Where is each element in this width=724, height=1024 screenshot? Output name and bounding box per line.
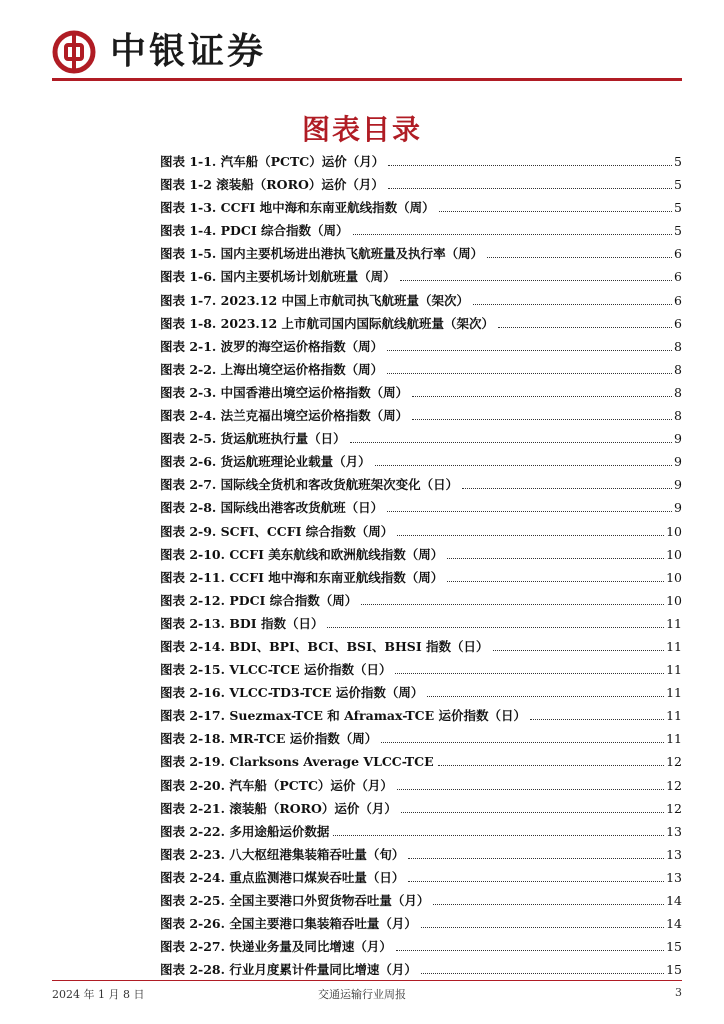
toc-entry-label: 图表 2-12. PDCI 综合指数（周） <box>160 592 358 608</box>
toc-entry[interactable] <box>160 383 682 406</box>
toc-entry[interactable] <box>160 244 682 267</box>
toc-entry[interactable] <box>160 660 682 683</box>
toc-entry[interactable] <box>160 291 682 314</box>
toc-entry[interactable] <box>160 267 682 290</box>
toc-leader-dots <box>361 604 664 605</box>
toc-leader-dots <box>498 327 672 328</box>
toc-entry-page: 10 <box>666 523 682 539</box>
toc-entry-page: 8 <box>674 408 682 424</box>
table-of-figures <box>160 152 682 983</box>
toc-entry-label: 图表 1-3. CCFI 地中海和东南亚航线指数（周） <box>160 200 435 216</box>
page-title: 图表目录 <box>301 113 422 146</box>
toc-entry-label: 图表 2-4. 法兰克福出境空运价格指数（周） <box>160 408 409 424</box>
toc-entry-label: 图表 2-8. 国际线出港客改货航班（日） <box>160 500 384 516</box>
toc-entry-label: 图表 2-25. 全国主要港口外贸货物吞吐量（月） <box>160 893 430 908</box>
toc-entry-label: 图表 2-7. 国际线全货机和客改货航班架次变化（日） <box>160 477 459 493</box>
toc-entry[interactable] <box>160 683 682 706</box>
toc-entry-page: 12 <box>666 754 682 770</box>
toc-leader-dots <box>375 465 672 466</box>
toc-entry[interactable] <box>160 591 682 614</box>
toc-leader-dots <box>408 858 664 859</box>
toc-entry-label: 图表 2-13. BDI 指数（日） <box>160 615 324 631</box>
toc-entry-label: 图表 2-10. CCFI 美东航线和欧洲航线指数（周） <box>160 546 444 562</box>
toc-entry-page: 12 <box>666 800 682 816</box>
toc-entry-label: 图表 2-27. 快递业务量及同比增速（月） <box>160 939 392 955</box>
toc-entry-page: 10 <box>666 592 682 608</box>
header-divider <box>52 78 682 81</box>
toc-entry-label: 图表 2-14. BDI、BPI、BCI、BSI、BHSI 指数（日） <box>160 638 489 654</box>
toc-leader-dots <box>397 535 664 536</box>
toc-entry[interactable] <box>160 614 682 637</box>
toc-entry-page: 6 <box>674 269 682 285</box>
toc-entry-page: 14 <box>666 916 682 932</box>
toc-entry-page: 11 <box>666 615 682 631</box>
toc-leader-dots <box>412 396 672 397</box>
toc-entry[interactable] <box>160 752 682 775</box>
toc-leader-dots <box>387 511 672 512</box>
toc-leader-dots <box>333 835 664 836</box>
toc-entry-label: 图表 2-2. 上海出境空运价格指数（周） <box>160 361 384 377</box>
toc-leader-dots <box>387 350 672 351</box>
toc-entry-page: 6 <box>674 246 682 262</box>
toc-leader-dots <box>381 742 664 743</box>
toc-entry-page: 15 <box>666 939 682 955</box>
toc-entry-page: 15 <box>666 962 682 978</box>
toc-leader-dots <box>400 280 672 281</box>
toc-entry[interactable] <box>160 914 682 937</box>
toc-leader-dots <box>327 627 664 628</box>
toc-entry-page: 8 <box>674 361 682 377</box>
page-header <box>52 26 682 78</box>
footer-date: 2024 年 1 月 8 日 <box>52 988 145 1001</box>
toc-entry-page: 6 <box>674 315 682 331</box>
toc-entry-label: 图表 1-6. 国内主要机场计划航班量（周） <box>160 269 396 285</box>
toc-leader-dots <box>447 581 664 582</box>
toc-entry[interactable] <box>160 891 682 914</box>
toc-entry[interactable] <box>160 776 682 799</box>
toc-leader-dots <box>473 304 672 305</box>
toc-leader-dots <box>421 927 664 928</box>
footer-page-number: 3 <box>675 986 682 999</box>
toc-entry[interactable] <box>160 429 682 452</box>
toc-entry-page: 5 <box>674 223 682 239</box>
toc-leader-dots <box>447 558 664 559</box>
toc-entry[interactable] <box>160 314 682 337</box>
toc-entry-label: 图表 2-16. VLCC-TD3-TCE 运价指数（周） <box>160 685 424 701</box>
toc-entry[interactable] <box>160 799 682 822</box>
bank-of-china-logo-icon <box>52 30 96 74</box>
toc-entry-page: 10 <box>666 569 682 585</box>
toc-entry-label: 图表 2-1. 波罗的海空运价格指数（周） <box>160 338 384 354</box>
toc-leader-dots <box>350 442 672 443</box>
toc-leader-dots <box>462 488 672 489</box>
toc-entry-label: 图表 2-18. MR-TCE 运价指数（周） <box>160 731 378 747</box>
toc-entry-page: 11 <box>666 662 682 678</box>
toc-entry-label: 图表 2-19. Clarksons Average VLCC-TCE <box>160 754 434 770</box>
toc-leader-dots <box>388 188 672 189</box>
toc-leader-dots <box>353 234 673 235</box>
toc-leader-dots <box>388 165 672 166</box>
toc-entry-page: 13 <box>666 869 682 885</box>
toc-entry-page: 8 <box>674 384 682 400</box>
toc-entry-page: 10 <box>666 546 682 562</box>
toc-leader-dots <box>493 650 665 651</box>
toc-entry-page: 8 <box>674 338 682 354</box>
toc-entry-page: 9 <box>674 477 682 493</box>
toc-entry-page: 14 <box>666 893 682 908</box>
toc-entry[interactable] <box>160 822 682 845</box>
toc-entry-label: 图表 2-28. 行业月度累计件量同比增速（月） <box>160 962 417 978</box>
toc-entry-label: 图表 2-5. 货运航班执行量（日） <box>160 431 346 447</box>
toc-entry[interactable] <box>160 845 682 868</box>
toc-leader-dots <box>401 812 664 813</box>
brand-name: 中银证券 <box>110 31 267 72</box>
toc-leader-dots <box>396 950 664 951</box>
toc-entry-label: 图表 1-1. 汽车船（PCTC）运价（月） <box>160 154 385 169</box>
toc-leader-dots <box>487 257 672 258</box>
toc-entry-page: 11 <box>666 685 682 701</box>
toc-entry-page: 5 <box>674 177 682 193</box>
toc-leader-dots <box>408 881 664 882</box>
toc-leader-dots <box>433 904 664 905</box>
toc-entry-label: 图表 2-20. 汽车船（PCTC）运价（月） <box>160 777 393 793</box>
toc-entry-label: 图表 2-26. 全国主要港口集装箱吞吐量（月） <box>160 916 417 932</box>
toc-leader-dots <box>387 373 672 374</box>
toc-entry[interactable] <box>160 221 682 244</box>
toc-entry-page: 6 <box>674 292 682 308</box>
toc-entry-label: 图表 2-23. 八大枢纽港集装箱吞吐量（旬） <box>160 846 405 862</box>
toc-leader-dots <box>397 789 664 790</box>
toc-entry[interactable] <box>160 522 682 545</box>
toc-entry[interactable] <box>160 475 682 498</box>
toc-entry-label: 图表 1-2 滚装船（RORO）运价（月） <box>160 177 384 193</box>
toc-entry[interactable] <box>160 937 682 960</box>
toc-entry-label: 图表 1-4. PDCI 综合指数（周） <box>160 223 349 239</box>
toc-entry-page: 13 <box>666 823 682 839</box>
toc-entry-label: 图表 2-3. 中国香港出境空运价格指数（周） <box>160 384 409 400</box>
toc-entry[interactable] <box>160 498 682 521</box>
toc-entry[interactable] <box>160 152 682 175</box>
toc-entry-page: 5 <box>674 154 682 169</box>
toc-entry-label: 图表 2-9. SCFI、CCFI 综合指数（周） <box>160 523 394 539</box>
toc-entry-label: 图表 1-8. 2023.12 上市航司国内国际航线航班量（架次） <box>160 315 495 331</box>
toc-entry-label: 图表 2-15. VLCC-TCE 运价指数（日） <box>160 662 392 678</box>
toc-entry-page: 11 <box>666 708 682 724</box>
toc-leader-dots <box>427 696 664 697</box>
toc-entry[interactable] <box>160 337 682 360</box>
toc-entry[interactable] <box>160 729 682 752</box>
toc-entry-page: 9 <box>674 500 682 516</box>
toc-entry[interactable] <box>160 360 682 383</box>
toc-entry-label: 图表 2-11. CCFI 地中海和东南亚航线指数（周） <box>160 569 444 585</box>
toc-leader-dots <box>421 973 664 974</box>
footer-report-name: 交通运输行业周报 <box>318 988 406 1001</box>
toc-leader-dots <box>438 765 664 766</box>
toc-entry[interactable] <box>160 868 682 891</box>
toc-entry[interactable] <box>160 568 682 591</box>
toc-entry-page: 13 <box>666 846 682 862</box>
toc-entry-label: 图表 1-5. 国内主要机场进出港执飞航班量及执行率（周） <box>160 246 484 262</box>
toc-leader-dots <box>439 211 672 212</box>
toc-entry[interactable] <box>160 452 682 475</box>
footer-divider <box>52 980 682 981</box>
toc-entry[interactable] <box>160 706 682 729</box>
toc-entry[interactable] <box>160 175 682 198</box>
toc-entry-label: 图表 2-24. 重点监测港口煤炭吞吐量（日） <box>160 869 405 885</box>
toc-entry-page: 5 <box>674 200 682 216</box>
toc-entry-page: 9 <box>674 431 682 447</box>
toc-entry[interactable] <box>160 198 682 221</box>
toc-entry-label: 图表 1-7. 2023.12 中国上市航司执飞航班量（架次） <box>160 292 470 308</box>
toc-entry-page: 11 <box>666 638 682 654</box>
toc-entry-label: 图表 2-17. Suezmax-TCE 和 Aframax-TCE 运价指数（日） <box>160 708 527 724</box>
toc-entry-label: 图表 2-21. 滚装船（RORO）运价（月） <box>160 800 397 816</box>
toc-entry[interactable] <box>160 637 682 660</box>
toc-leader-dots <box>395 673 664 674</box>
toc-entry-page: 11 <box>666 731 682 747</box>
toc-entry-page: 12 <box>666 777 682 793</box>
toc-entry-label: 图表 2-22. 多用途船运价数据 <box>160 823 330 839</box>
toc-entry[interactable] <box>160 406 682 429</box>
toc-leader-dots <box>530 719 664 720</box>
toc-entry-page: 9 <box>674 454 682 470</box>
toc-entry-label: 图表 2-6. 货运航班理论业载量（月） <box>160 454 371 470</box>
toc-leader-dots <box>412 419 672 420</box>
toc-entry[interactable] <box>160 545 682 568</box>
